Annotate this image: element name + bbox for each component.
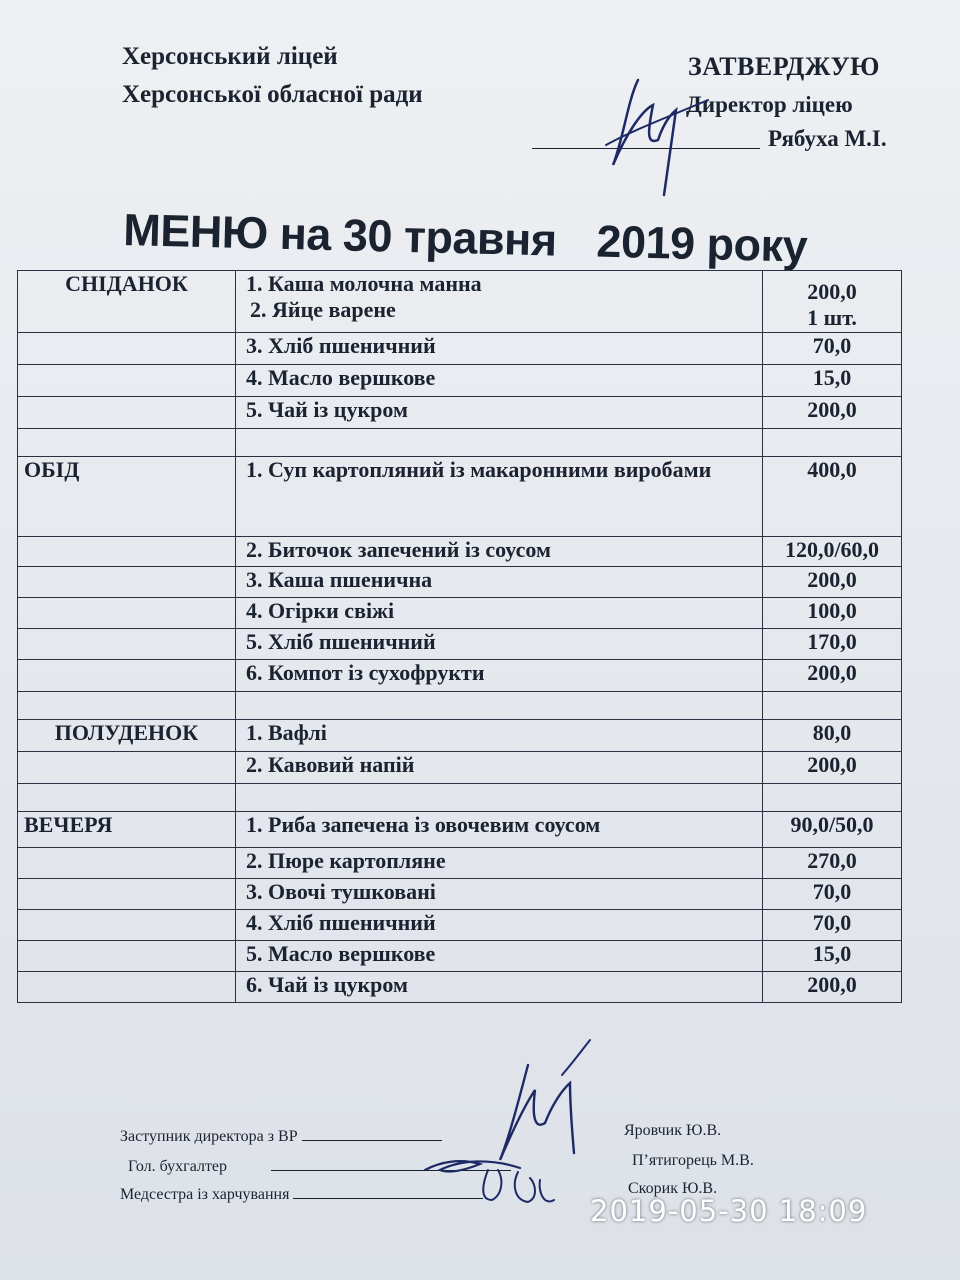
dish-cell — [236, 271, 763, 333]
table-row — [18, 333, 902, 365]
dish-name: 3. Хліб пшеничний — [236, 333, 763, 365]
amount: 70,0 — [763, 910, 902, 941]
dish-name: 2. Кавовий напій — [236, 752, 763, 784]
signer-nurse-name: Скорик Ю.В. — [628, 1180, 718, 1197]
dish-name: 1. Суп картопляний із макаронними виробами — [236, 457, 763, 537]
table-row — [18, 879, 902, 910]
amount-cell — [763, 271, 902, 333]
section-dinner: ВЕЧЕРЯ — [18, 812, 236, 848]
signer-role: Заступник директора з ВР — [120, 1128, 298, 1145]
section-lunch: ОБІД — [18, 457, 236, 537]
table-row — [18, 567, 902, 598]
table-row — [18, 972, 902, 1003]
title-date: МЕНЮ на 30 травня — [122, 204, 558, 266]
dish-name: 2. Пюре картопляне — [236, 848, 763, 879]
dish-name: 6. Чай із цукром — [236, 972, 763, 1003]
table-row-spacer — [18, 784, 902, 812]
dish-name: 5. Масло вершкове — [236, 941, 763, 972]
table-row — [18, 941, 902, 972]
table-row — [18, 752, 902, 784]
dish-name: 4. Хліб пшеничний — [236, 910, 763, 941]
section-breakfast: СНІДАНОК — [18, 271, 236, 333]
amount: 70,0 — [763, 333, 902, 365]
table-row — [18, 720, 902, 752]
menu-table — [17, 270, 902, 1003]
accountant-signature — [420, 1140, 560, 1215]
dish-name: 2. Биточок запечений із соусом — [236, 537, 763, 567]
dish-name: 4. Огірки свіжі — [236, 598, 763, 629]
amount: 80,0 — [763, 720, 902, 752]
amount: 70,0 — [763, 879, 902, 910]
amount: 15,0 — [763, 941, 902, 972]
signer-deputy-name: Яровчик Ю.В. — [624, 1122, 722, 1139]
table-row — [18, 848, 902, 879]
signer-role: Гол. бухгалтер — [128, 1158, 228, 1175]
dish-name: 3. Овочі тушковані — [236, 879, 763, 910]
amount: 200,0 — [763, 752, 902, 784]
signer-role: Медсестра із харчування — [120, 1186, 290, 1203]
table-row — [18, 660, 902, 692]
amount: 120,0/60,0 — [763, 537, 902, 567]
dish-name: 1. Вафлі — [236, 720, 763, 752]
director-title: Директор ліцею — [686, 92, 853, 117]
amount: 200,0 — [763, 567, 902, 598]
org-line-2: Херсонської обласної ради — [122, 81, 423, 108]
amount: 200,0 — [763, 972, 902, 1003]
table-row — [18, 537, 902, 567]
page-title — [123, 204, 914, 275]
amount: 270,0 — [763, 848, 902, 879]
table-row — [18, 271, 902, 333]
table-row — [18, 365, 902, 397]
table-row — [18, 397, 902, 429]
org-line-1: Херсонський ліцей — [122, 43, 338, 70]
table-row-spacer — [18, 429, 902, 457]
amount: 400,0 — [763, 457, 902, 537]
table-row — [18, 629, 902, 660]
dish-name: 5. Хліб пшеничний — [236, 629, 763, 660]
amount: 1 шт. — [807, 305, 857, 330]
dish-name: 4. Масло вершкове — [236, 365, 763, 397]
signer-accountant-name: П’ятигорець М.В. — [632, 1152, 754, 1169]
amount: 200,0 — [763, 660, 902, 692]
dish-name: 2. Яйце варене — [250, 297, 396, 322]
approval-heading: ЗАТВЕРДЖУЮ — [688, 52, 880, 81]
organization-name — [122, 38, 423, 114]
amount: 200,0 — [763, 397, 902, 429]
table-row — [18, 910, 902, 941]
dish-name: 5. Чай із цукром — [236, 397, 763, 429]
signature-line — [302, 1122, 442, 1141]
amount: 200,0 — [807, 279, 857, 304]
amount: 15,0 — [763, 365, 902, 397]
photo-timestamp: 2019-05-30 18:09 — [590, 1194, 868, 1228]
signer-deputy — [120, 1122, 442, 1146]
amount: 100,0 — [763, 598, 902, 629]
title-year: 2019 року — [595, 215, 808, 272]
amount: 170,0 — [763, 629, 902, 660]
dish-name: 3. Каша пшенична — [236, 567, 763, 598]
director-signature — [598, 70, 718, 200]
amount: 90,0/50,0 — [763, 812, 902, 848]
table-row — [18, 598, 902, 629]
dish-name: 1. Каша молочна манна — [246, 271, 482, 296]
table-row-spacer — [18, 692, 902, 720]
section-snack: ПОЛУДЕНОК — [18, 720, 236, 752]
dish-name: 6. Компот із сухофрукти — [236, 660, 763, 692]
table-row — [18, 812, 902, 848]
table-row — [18, 457, 902, 537]
dish-name: 1. Риба запечена із овочевим соусом — [236, 812, 763, 848]
director-name: Рябуха М.І. — [768, 126, 887, 151]
